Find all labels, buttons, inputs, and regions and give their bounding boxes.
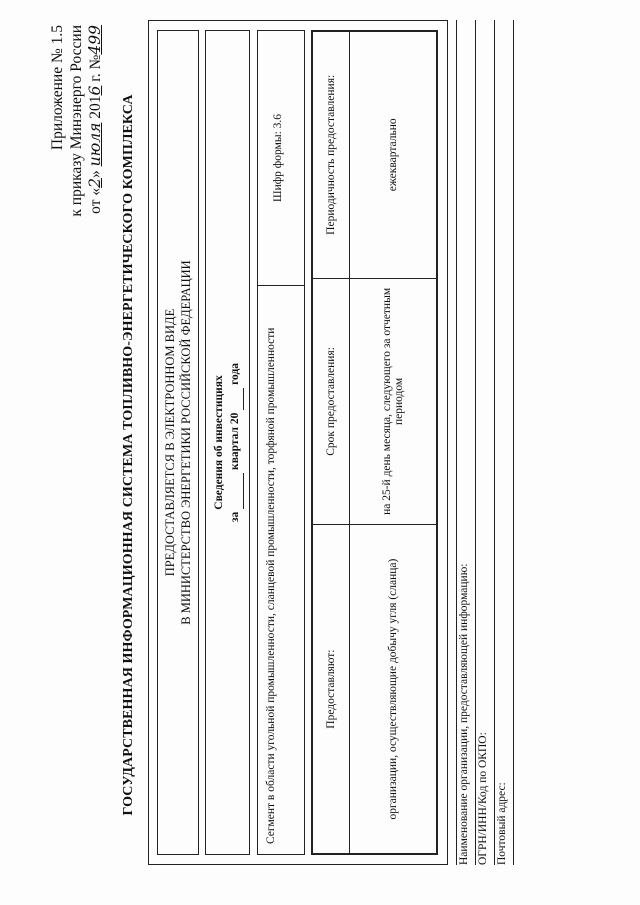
divider-address bbox=[513, 20, 514, 865]
header-submitters: Предоставляют: bbox=[313, 525, 350, 854]
quarter-blank[interactable] bbox=[227, 473, 244, 509]
divider-top bbox=[456, 20, 457, 865]
date-year-digit: 6 bbox=[86, 85, 104, 96]
segment-text: Сегмент в области угольной промышленности, сланцевой промышленности, торфяной промышленности bbox=[265, 327, 277, 844]
period-quarter: квартал 20 bbox=[229, 412, 241, 470]
year-blank[interactable] bbox=[227, 388, 244, 410]
period-za: за bbox=[229, 511, 241, 523]
report-period bbox=[227, 31, 244, 854]
cell-periodicity: ежеквартально bbox=[350, 32, 437, 279]
electronic-line-2: В МИНИСТЕРСТВО ЭНЕРГЕТИКИ РОССИЙСКОЙ ФЕДЕРАЦИИ bbox=[179, 260, 193, 625]
divider-ogrn bbox=[494, 20, 495, 865]
appendix-title: Приложение № 1.5 bbox=[49, 25, 66, 151]
appendix-order-date bbox=[86, 25, 105, 260]
divider-org bbox=[475, 20, 476, 865]
electronic-submission-box bbox=[157, 30, 199, 855]
appendix-header bbox=[48, 25, 105, 260]
submission-table bbox=[311, 30, 438, 855]
date-year-prefix: 201 bbox=[87, 95, 104, 123]
appendix-order-ref: к приказу Минэнерго России bbox=[68, 25, 85, 217]
submission-grid bbox=[312, 31, 437, 854]
form-code: Шифр формы: 3.6 bbox=[258, 31, 304, 286]
table-row bbox=[350, 32, 437, 854]
date-day: 2 bbox=[86, 178, 104, 188]
header-deadline: Срок предоставления: bbox=[313, 278, 350, 525]
page-title: ГОСУДАРСТВЕННАЯ ИНФОРМАЦИОННАЯ СИСТЕМА ТОПЛИВНО-ЭНЕРГЕТИЧЕСКОГО КОМПЛЕКСА bbox=[121, 94, 136, 816]
ogrn-label: ОГРН/ИНН/Код по ОКПО: bbox=[477, 732, 489, 865]
table-header-row bbox=[313, 32, 350, 854]
segment-box bbox=[257, 30, 305, 855]
cell-submitters: организации, осуществляющие добычу угля (сланца) bbox=[350, 525, 437, 854]
report-title: Сведения об инвестициях bbox=[213, 375, 225, 510]
date-mid: » bbox=[87, 166, 104, 179]
address-label: Почтовый адрес: bbox=[496, 782, 508, 865]
date-month: июля bbox=[86, 122, 104, 167]
date-prefix: от « bbox=[87, 187, 104, 214]
order-number-prefix: г. № bbox=[87, 54, 104, 86]
cell-deadline: на 25-й день месяца, следующего за отчетным периодом bbox=[350, 278, 437, 525]
org-name-label: Наименование организации, предоставляющей информацию: bbox=[458, 563, 470, 865]
period-year: года bbox=[229, 362, 241, 385]
order-number: 499 bbox=[86, 25, 104, 55]
header-periodicity: Периодичность предоставления: bbox=[313, 32, 350, 279]
report-info-box bbox=[205, 30, 250, 855]
electronic-line-1: ПРЕДОСТАВЛЯЕТСЯ В ЭЛЕКТРОННОМ ВИДЕ bbox=[163, 308, 177, 577]
